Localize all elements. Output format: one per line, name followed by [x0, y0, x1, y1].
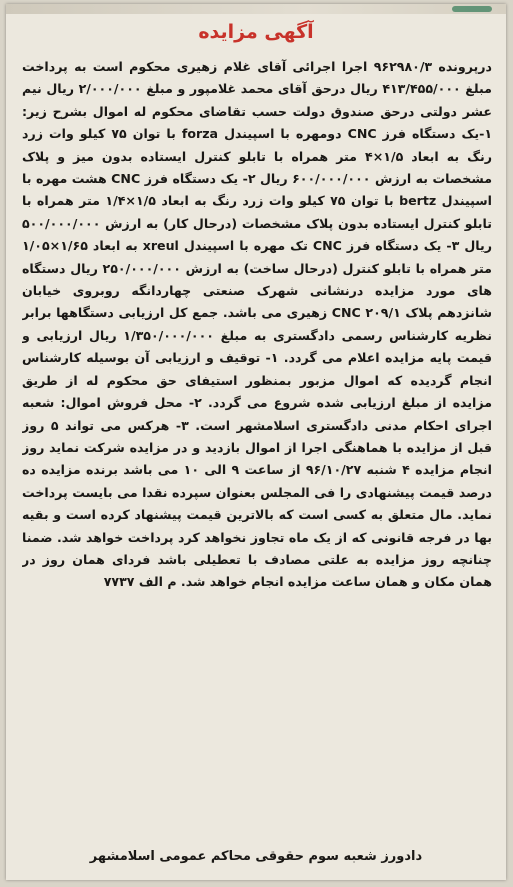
- newspaper-clipping: [6, 4, 506, 880]
- notice-title: آگهی مزایده: [198, 21, 314, 43]
- paper-edge-strip: [6, 4, 506, 14]
- notice-signature: دادورز شعبه سوم حقوقی محاکم عمومی اسلامشهر: [89, 849, 423, 864]
- torn-corner-mark: [452, 6, 492, 12]
- notice-body: درپرونده ۹۶۲۹۸۰/۳ اجرا اجرائی آقای غلام زهیری محکوم است به پرداخت مبلغ ۴۱۳/۴۵۵/۰۰۰ ریال درحق آقای محمد غلامپور و مبلغ ۲/۰۰۰/۰۰۰ ریال نیم عشر دولتی درحق صندوق دولت حسب تقاضای محکوم له اموال بشرح زیر: ۱-یک دستگاه فرز CNC دومهره با اسپیندل forza با توان ۷۵ کیلو وات زرد رنگ به ابعاد ۱/۵×۴ متر همراه با تابلو کنترل ایستاده بدون میز و پلاک مشخصات به ارزش ۶۰۰/۰۰۰/۰۰۰ ریال ۲- یک دستگاه فرز CNC هشت مهره با اسپیندل bertz با توان ۷۵ کیلو وات زرد رنگ به ابعاد ۱/۵×۱/۴ متر همراه با تابلو کنترل ایستاده بدون پلاک مشخصات (درحال کار) به ارزش ۵۰۰/۰۰۰/۰۰۰ ریال ۳- یک دستگاه فرز CNC تک مهره با اسپیندل xreul به ابعاد ۱/۶۵×۱/۰۵ متر همراه با تابلو کنترل (درحال ساخت) به ارزش ۲۵۰/۰۰۰/۰۰۰ ریال دستگاه های مورد مزایده درنشانی شهرک صنعتی چهاردانگه روبروی خیابان شانزدهم پلاک CNC ۲۰۹/۱ زهیری می باشد. جمع کل ارزیابی دستگاهها برابر نظریه کارشناس رسمی دادگستری به مبلغ ۱/۳۵۰/۰۰۰/۰۰۰ ریال ارزیابی و قیمت پایه مزایده اعلام می گردد. ۱- توقیف و ارزیابی آن بوسیله کارشناس انجام گردیده که اموال مزبور بمنظور استیفای حق محکوم له از طریق مزایده از مبلغ ارزیابی شده شروع می گردد. ۲- محل فروش اموال: شعبه اجرای احکام مدنی دادگستری اسلامشهر است. ۳- هرکس می تواند ۵ روز قبل از مزایده با هماهنگی اجرا از اموال بازدید و در مزایده شرکت نماید روز انجام مزایده ۴ شنبه ۹۶/۱۰/۲۷ از ساعت ۹ الی ۱۰ می باشد برنده مزایده ده درصد قیمت پیشنهادی را فی المجلس بعنوان سپرده نقدا می بایست پرداخت نماید. مال متعلق به کسی است که بالاترین قیمت پیشنهاد کرده است و بقیه بها در فرجه قانونی که از یک ماه تجاوز نخواهد کرد پرداخت خواهد شد. ضمنا چنانچه روز مزایده به علتی مصادف با تعطیلی باشد فردای همان روز در همان مکان و همان ساعت مزایده انجام خواهد شد. م الف ۷۷۳۷: [22, 59, 492, 590]
